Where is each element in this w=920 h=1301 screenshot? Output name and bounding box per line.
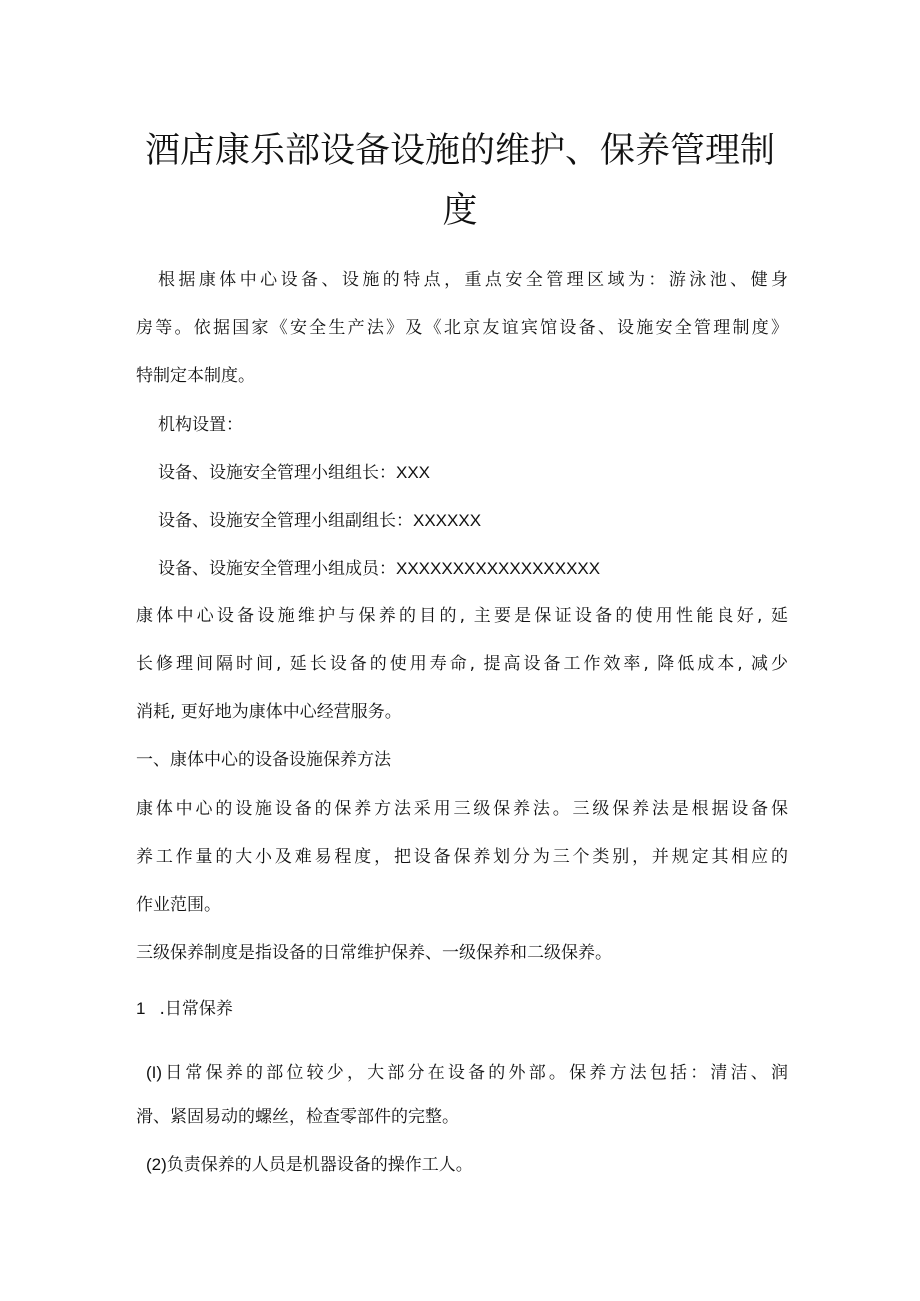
daily-item-1-text-1: 日常保养的部位较少，大部分在设备的外部。保养方法包括：清洁、润 bbox=[162, 1063, 788, 1083]
daily-item-2-text: 负责保养的人员是机器设备的操作工人。 bbox=[166, 1155, 473, 1175]
daily-heading-text: .日常保养 bbox=[159, 999, 233, 1019]
daily-heading-number: 1 bbox=[136, 999, 146, 1018]
section-1-para-line-1: 康体中心的设施设备的保养方法采用三级保养法。三级保养法是根据设备保 bbox=[136, 799, 788, 819]
org-leader-row bbox=[158, 461, 430, 485]
daily-maintenance-heading bbox=[136, 997, 233, 1021]
org-deputy-row bbox=[158, 509, 481, 533]
intro-line-2: 房等。依据国家《安全生产法》及《北京友谊宾馆设备、设施安全管理制度》 bbox=[136, 318, 788, 338]
document-title-line-1: 酒店康乐部设备设施的维护、保养管理制 bbox=[144, 131, 775, 171]
daily-item-1-line-1 bbox=[146, 1061, 788, 1085]
daily-item-1-line-2: 滑、紧固易动的螺丝，检查零部件的完整。 bbox=[136, 1107, 459, 1127]
section-1-heading: 一、康体中心的设备设施保养方法 bbox=[136, 750, 391, 770]
org-deputy-value: XXXXXX bbox=[413, 511, 482, 530]
section-1-para-line-2: 养工作量的大小及难易程度，把设备保养划分为三个类别，并规定其相应的 bbox=[136, 847, 788, 867]
org-members-value: XXXXXXXXXXXXXXXXXX bbox=[396, 559, 601, 578]
purpose-line-2: 长修理间隔时间, 延长设备的使用寿命, 提高设备工作效率, 降低成本, 减少 bbox=[136, 654, 788, 674]
daily-item-1-mark: (I) bbox=[146, 1063, 163, 1082]
daily-item-2 bbox=[146, 1153, 473, 1177]
org-deputy-label: 设备、设施安全管理小组副组长： bbox=[158, 511, 413, 531]
org-leader-value: XXX bbox=[396, 463, 431, 482]
daily-item-2-mark: (2) bbox=[146, 1155, 167, 1174]
section-1-para-line-3: 作业范围。 bbox=[136, 895, 221, 915]
org-leader-label: 设备、设施安全管理小组组长： bbox=[158, 463, 396, 483]
intro-line-3: 特制定本制度。 bbox=[136, 366, 255, 386]
purpose-line-3: 消耗, 更好地为康体中心经营服务。 bbox=[136, 702, 402, 722]
purpose-line-1: 康体中心设备设施维护与保养的目的, 主要是保证设备的使用性能良好, 延 bbox=[136, 606, 788, 626]
intro-line-1: 根据康体中心设备、设施的特点，重点安全管理区域为：游泳池、健身 bbox=[158, 270, 788, 290]
section-1-para-2: 三级保养制度是指设备的日常维护保养、一级保养和二级保养。 bbox=[136, 943, 612, 963]
org-members-label: 设备、设施安全管理小组成员： bbox=[158, 559, 396, 579]
org-heading: 机构设置： bbox=[158, 415, 243, 435]
document-title-line-2: 度 bbox=[442, 191, 478, 231]
org-members-row bbox=[158, 557, 600, 581]
